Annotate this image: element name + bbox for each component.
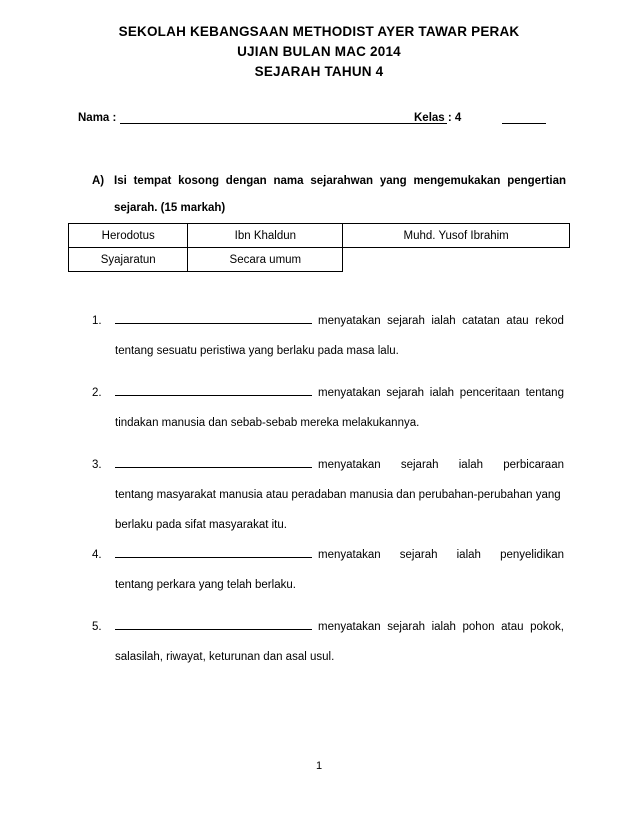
question-text: [318, 306, 564, 336]
question-word: sejarah: [387, 315, 425, 327]
instruction-line-2: sejarah. (15 markah): [114, 202, 226, 214]
question-continuation: salasilah, riwayat, keturunan dan asal usul.: [115, 651, 335, 663]
question-item: [92, 450, 564, 540]
subject-title: SEJARAH TAHUN 4: [254, 64, 384, 79]
question-word: sejarah: [400, 459, 439, 471]
section-a-instruction: [92, 168, 566, 222]
instruction-line-1: Isi tempat kosong dengan nama sejarahwan yang mengemukakan pengertian: [114, 175, 566, 187]
question-continuation: tentang sesuatu peristiwa yang berlaku pada masa lalu.: [115, 345, 399, 357]
question-word: penyelidikan: [500, 549, 564, 561]
question-word: pohon: [462, 621, 495, 633]
question-word: ialah: [429, 387, 455, 399]
question-number: 1.: [92, 315, 102, 327]
student-info: [78, 112, 568, 130]
table-row: [69, 224, 570, 248]
class-label: Kelas : 4: [414, 112, 462, 124]
section-a-label: A): [92, 175, 105, 187]
question-word: menyatakan: [318, 459, 381, 471]
question-number: 4.: [92, 549, 102, 561]
question-item: [92, 306, 564, 366]
empty-cell: [343, 248, 570, 272]
answer-blank[interactable]: [115, 383, 312, 396]
question-word: sejarah: [386, 387, 425, 399]
question-word: sejarah: [399, 549, 438, 561]
question-item: [92, 540, 564, 600]
question-word: catatan: [462, 315, 500, 327]
question-item: [92, 378, 564, 438]
answer-blank[interactable]: [115, 455, 312, 468]
question-word: menyatakan: [318, 549, 381, 561]
question-number: 3.: [92, 459, 102, 471]
word-cell: Ibn Khaldun: [188, 224, 343, 248]
word-cell: Herodotus: [69, 224, 188, 248]
word-cell: Syajaratun: [69, 248, 188, 272]
question-item: [92, 612, 564, 672]
exam-title: UJIAN BULAN MAC 2014: [237, 44, 401, 59]
question-word: atau: [506, 315, 529, 327]
answer-blank[interactable]: [115, 617, 312, 630]
school-name: SEKOLAH KEBANGSAAN METHODIST AYER TAWAR PERAK: [118, 24, 520, 39]
question-word: tentang: [525, 387, 564, 399]
question-continuation: tentang perkara yang telah berlaku.: [115, 579, 296, 591]
question-text: [318, 540, 564, 570]
word-cell: Secara umum: [188, 248, 343, 272]
question-word: perbicaraan: [503, 459, 564, 471]
answer-blank[interactable]: [115, 311, 312, 324]
question-first-line: [115, 378, 564, 408]
question-word: penceritaan: [459, 387, 520, 399]
question-number: 5.: [92, 621, 102, 633]
question-word: menyatakan: [318, 315, 381, 327]
answer-blank[interactable]: [115, 545, 312, 558]
page-number: 1: [315, 760, 323, 772]
question-text: [318, 450, 564, 480]
class-answer-line[interactable]: [502, 123, 546, 124]
question-first-line: [115, 612, 564, 642]
question-continuation: berlaku pada sifat masyarakat itu.: [115, 519, 287, 531]
question-text: [318, 612, 564, 642]
question-first-line: [115, 540, 564, 570]
question-word: atau: [501, 621, 524, 633]
question-word: ialah: [431, 315, 456, 327]
question-continuation: tentang masyarakat manusia atau peradaban manusia dan perubahan-perubahan yang: [115, 489, 561, 501]
question-continuation: tindakan manusia dan sebab-sebab mereka melakukannya.: [115, 417, 420, 429]
name-label: Nama :: [78, 112, 117, 124]
question-number: 2.: [92, 387, 102, 399]
question-word: ialah: [431, 621, 456, 633]
word-cell: Muhd. Yusof Ibrahim: [343, 224, 570, 248]
question-word: pokok,: [530, 621, 564, 633]
question-word: rekod: [535, 315, 564, 327]
question-first-line: [115, 306, 564, 336]
question-word: sejarah: [387, 621, 425, 633]
question-first-line: [115, 450, 564, 480]
question-word: ialah: [458, 459, 484, 471]
word-bank-table: [68, 223, 570, 272]
table-row: [69, 248, 570, 272]
question-word: menyatakan: [318, 621, 381, 633]
question-text: [318, 378, 564, 408]
name-answer-line[interactable]: [120, 123, 447, 124]
question-word: menyatakan: [318, 387, 381, 399]
question-word: ialah: [456, 549, 481, 561]
